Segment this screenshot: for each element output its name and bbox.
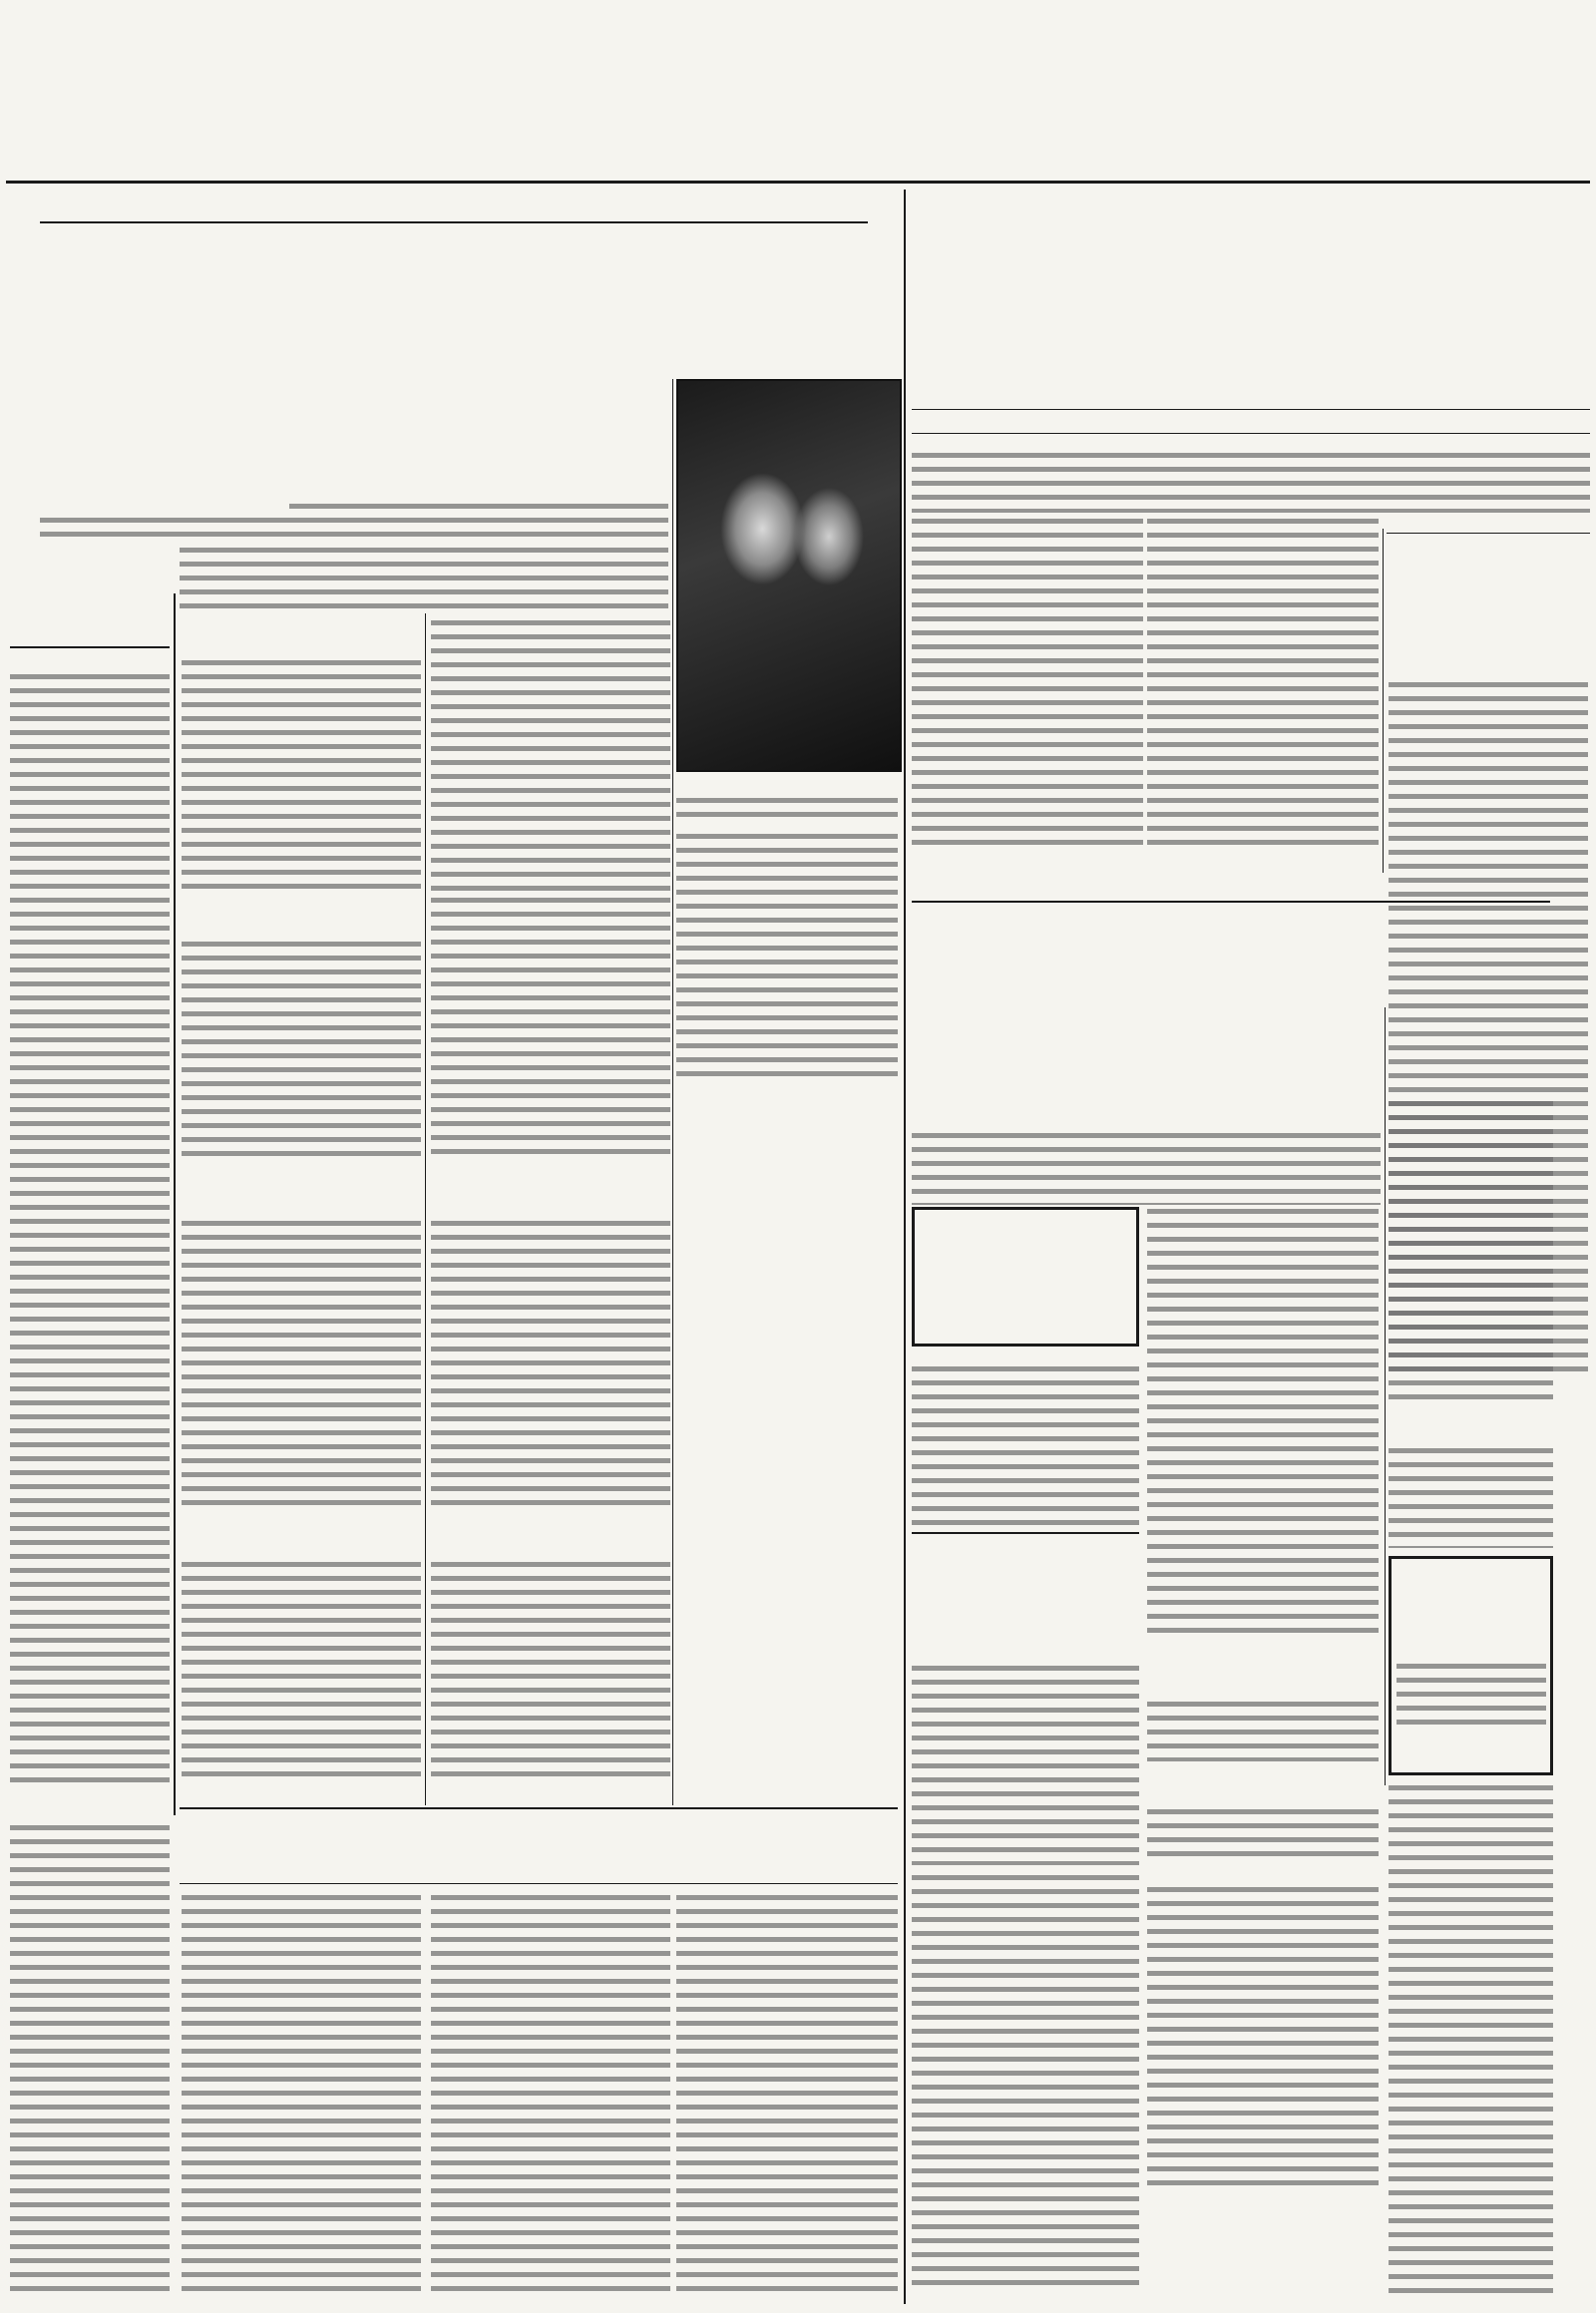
cave-body: [1389, 1448, 1553, 1548]
cancer-divider: [1385, 1007, 1386, 1785]
summit-body-col-2: [1147, 519, 1379, 848]
center-lower-body-2: [1147, 1887, 1379, 2186]
lead-col-divider-2: [672, 379, 673, 1805]
america-box: [912, 1207, 1139, 1347]
editorial-divider: [174, 593, 176, 1815]
lead-col4-body-a: [676, 834, 898, 1083]
feature-body-col-2: [431, 1895, 670, 2294]
lead-section-2-body: [182, 942, 421, 1163]
center-divider-left: [904, 190, 906, 2304]
summit-col-divider: [1383, 529, 1384, 873]
lead-col-divider-1: [425, 613, 426, 1805]
summit-block: [910, 190, 1590, 384]
photo-caption-lines: [676, 798, 898, 826]
summit-photo: [676, 379, 902, 772]
masthead-rule: [6, 181, 1590, 184]
center-lower-body-1: [912, 1875, 1139, 2294]
editorial-body-lower: [10, 1825, 170, 2294]
summit-body-col-1: [912, 519, 1143, 848]
lead-col3-body-c: [431, 1221, 670, 1508]
nixon-top-rule: [912, 1532, 1139, 1534]
lead-col3-body-b: [431, 898, 670, 1163]
lead-col3-body-a: [431, 620, 670, 892]
editorial-body: [10, 674, 170, 1791]
feature-body-col-1: [182, 1895, 421, 2294]
summit-deck-3-rule: [912, 433, 1590, 434]
lead-body-lower: [180, 548, 668, 617]
lead-col3-body-d: [431, 1562, 670, 1781]
feature-body-col-3: [676, 1895, 898, 2294]
promo-body: [1396, 1664, 1546, 1734]
cyprus-body-col-2: [1389, 682, 1588, 1380]
yugo-body: [1147, 1702, 1379, 1761]
summit-deck-rule: [912, 409, 1590, 410]
feature-headline-rule: [180, 1883, 898, 1884]
summit-body-wide: [912, 453, 1590, 513]
imports-body-col-2: [1147, 1209, 1379, 1638]
lead-body-intro: [289, 504, 668, 546]
lead-kicker-rule: [40, 221, 868, 223]
fleet-body: [1147, 1809, 1379, 1865]
lead-section-3-body: [182, 1221, 421, 1508]
art-body-col-1: [1389, 1785, 1553, 2294]
nixon-body: [912, 1666, 1139, 1865]
america-body: [912, 1366, 1139, 1526]
imports-body: [912, 1133, 1381, 1205]
editorial-logo-rule: [10, 646, 170, 648]
lead-section-4-body: [182, 1562, 421, 1781]
feature-top-rule: [180, 1807, 898, 1809]
lead-body-intro-2: [40, 518, 289, 546]
lead-section-1-body: [182, 660, 421, 892]
cyprus-top-rule: [1387, 533, 1590, 534]
